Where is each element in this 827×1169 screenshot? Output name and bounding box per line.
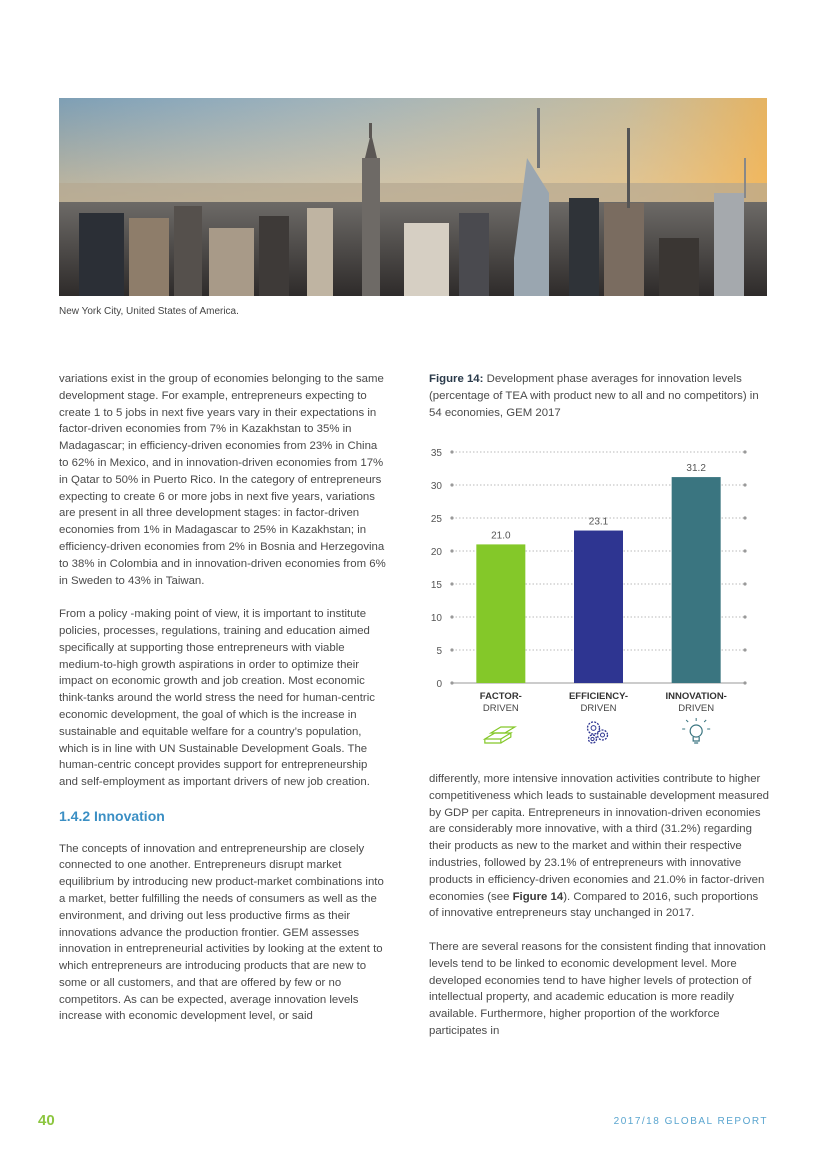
bar <box>476 544 525 683</box>
gridline-marker <box>743 483 746 486</box>
gridline-marker <box>450 615 453 618</box>
gold-bars-icon <box>485 727 515 743</box>
report-title: 2017/18 GLOBAL REPORT <box>613 1116 768 1127</box>
gridline-marker <box>743 582 746 585</box>
photo-caption: New York City, United States of America. <box>59 306 239 317</box>
body-text: differently, more intensive innovation activities contribute to higher competitiveness which leads to sustainable development measured by GDP per capita. Entrepreneurs in innovation-driven economies are considerably more innovative, with a third (31.2%) regarding their products as new to the market and within their respective industries, followed by 23.1% of entrepreneurs with innovative products in efficiency-driven economies and 21.0% in factor-driven economies (see <box>429 773 770 903</box>
x-tick-label: FACTOR- <box>479 691 522 702</box>
bar-value-label: 23.1 <box>588 516 609 528</box>
y-tick-label: 35 <box>430 448 442 459</box>
body-paragraph: There are several reasons for the consistent finding that innovation levels tend to be linked to economic development level. More developed economies tend to have higher levels of protection of intellectual property, and academic education is more readily available. Furthermore, higher proportion of the workforce participates in <box>429 940 766 1037</box>
gridline-marker <box>743 615 746 618</box>
gridline-marker <box>450 549 453 552</box>
city-skyline-photo <box>59 98 767 296</box>
gridline-marker <box>743 648 746 651</box>
y-tick-label: 25 <box>430 514 442 525</box>
figure-label: Figure 14: <box>429 373 484 385</box>
y-tick-label: 10 <box>430 613 442 624</box>
figure-title <box>429 371 769 421</box>
body-paragraph: variations exist in the group of economies belonging to the same development stage. For example, entrepreneurs expecting to create 1 to 5 jobs in next five years vary in their expectations in factor-driven economies from 7% in Kazakhstan to 35% in Madagascar; in efficiency-driven economies from 23% in China to 62% in Mexico, and in innovation-driven economies from 17% in Qatar to 50% in Puerto Rico. In the category of entrepreneurs expecting to create 6 or more jobs in next five years, variations are present in all three development stages: in factor-driven economies from 1% in Madagascar to 25% in Kazakhstan; in efficiency-driven economies from 2% in Bosnia and Herzegovina to 38% in Colombia and in innovation-driven economies from 6% in Sweden to 43% in Taiwan. <box>59 373 386 587</box>
body-paragraph: From a policy -making point of view, it is important to institute policies, processes, regulations, training and education aimed specifically at supporting those entrepreneurs with viable medium-to-high growth aspirations in order to optimize their impact on economic growth and job creation. Most economic think-tanks around the world stress the need for human-centric economic development, the goal of which is the increase in sustainable and equitable welfare for a country’s population, which is in line with UN Sustainable Development Goals. The human-centric concept provides support for entrepreneurship and self-employment as important drivers of new job creation. <box>59 608 375 789</box>
x-tick-label: INNOVATION- <box>665 691 727 702</box>
gridline-marker <box>450 648 453 651</box>
bar-value-label: 31.2 <box>686 463 706 475</box>
section-heading: 1.4.2 Innovation <box>59 807 165 824</box>
y-tick-label: 5 <box>436 646 442 657</box>
y-tick-label: 20 <box>430 547 442 558</box>
lightbulb-icon <box>682 718 710 743</box>
x-tick-label: DRIVEN <box>580 703 617 714</box>
gridline-marker <box>743 681 746 684</box>
y-tick-label: 0 <box>436 679 442 690</box>
gridline-marker <box>743 516 746 519</box>
y-tick-label: 15 <box>430 580 442 591</box>
right-column <box>429 771 769 1057</box>
page-number: 40 <box>38 1112 55 1129</box>
gridline-marker <box>743 549 746 552</box>
bar <box>574 531 623 683</box>
figure-reference: Figure 14 <box>512 890 564 903</box>
gridline-marker <box>743 450 746 453</box>
body-paragraph: The concepts of innovation and entrepreneurship are closely connected to one another. Entrepreneurs disrupt market equilibrium by introducing new product-market combinations into a market, better fulfilling the needs of consumers as well as the environment, and driving out less productive firms as their innovations advance the production frontier. GEM assesses innovation in entrepreneurial activities by looking at the extent to which entrepreneurs are introducing products that are new to some or all customers, and that are offered by few or no competitors. As can be expected, average innovation levels increase with economic development level, or said <box>59 842 384 1023</box>
gridline-marker <box>450 582 453 585</box>
gridline-marker <box>450 483 453 486</box>
body-paragraph <box>429 771 769 922</box>
x-tick-label: EFFICIENCY- <box>568 691 629 702</box>
x-tick-label: DRIVEN <box>678 703 715 714</box>
bar-value-label: 21.0 <box>491 530 511 542</box>
x-tick-label: DRIVEN <box>482 703 519 714</box>
gears-icon <box>588 722 608 743</box>
gridline-marker <box>450 516 453 519</box>
innovation-levels-bar-chart <box>420 440 770 760</box>
body-text: ). Compared to 2016, such proportions of innovative entrepreneurs stay unchanged in 2017. <box>429 890 759 920</box>
y-tick-label: 30 <box>430 481 442 492</box>
gridline-marker <box>450 450 453 453</box>
gridline-marker <box>450 681 453 684</box>
left-column <box>59 371 389 1042</box>
bar <box>672 477 721 683</box>
figure-caption-text: Development phase averages for innovation levels (percentage of TEA with product new to all and no competitors) in 54 economies, GEM 2017 <box>429 373 759 419</box>
